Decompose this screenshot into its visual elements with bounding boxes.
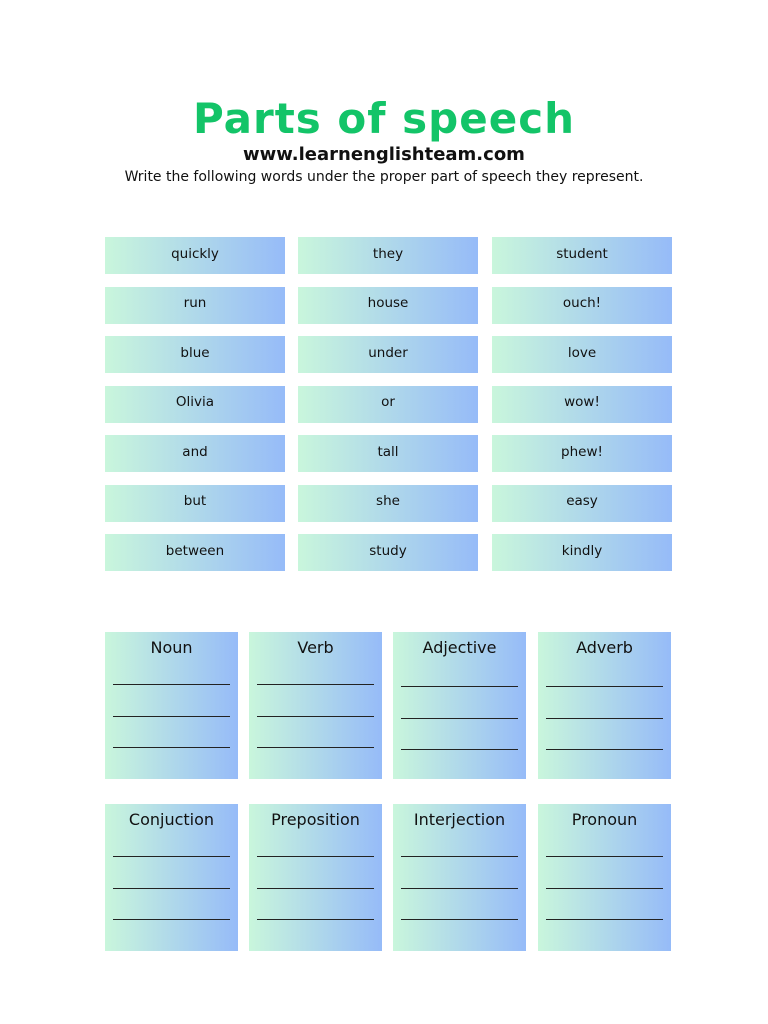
word-box: quickly <box>105 237 285 274</box>
category-box-adverb <box>538 632 671 779</box>
category-box-adjective <box>393 632 526 779</box>
category-title: Noun <box>150 638 193 657</box>
answer-line[interactable] <box>546 718 663 719</box>
answer-line[interactable] <box>546 749 663 750</box>
category-box-interjection <box>393 804 526 951</box>
category-box-conjunction <box>105 804 238 951</box>
word-box: and <box>105 435 285 472</box>
answer-line[interactable] <box>113 684 230 685</box>
answer-line[interactable] <box>113 747 230 748</box>
category-title: Verb <box>297 638 334 657</box>
category-box-preposition <box>249 804 382 951</box>
answer-line[interactable] <box>113 919 230 920</box>
answer-line[interactable] <box>257 716 374 717</box>
word-box: blue <box>105 336 285 373</box>
category-title: Preposition <box>271 810 360 829</box>
word-column-2 <box>298 237 478 584</box>
word-column-1 <box>105 237 285 584</box>
category-title: Adverb <box>576 638 633 657</box>
word-box: they <box>298 237 478 274</box>
category-title: Interjection <box>413 810 506 829</box>
answer-line[interactable] <box>401 856 518 857</box>
word-box: tall <box>298 435 478 472</box>
category-box-verb <box>249 632 382 779</box>
answer-line[interactable] <box>113 856 230 857</box>
word-column-3 <box>492 237 672 584</box>
answer-line[interactable] <box>546 919 663 920</box>
word-box: she <box>298 485 478 522</box>
site-url: www.learnenglishteam.com <box>243 144 525 165</box>
answer-line[interactable] <box>401 686 518 687</box>
answer-line[interactable] <box>401 749 518 750</box>
word-box: run <box>105 287 285 324</box>
category-box-pronoun <box>538 804 671 951</box>
word-box: love <box>492 336 672 373</box>
word-box: or <box>298 386 478 423</box>
category-title: Adjective <box>422 638 497 657</box>
category-box-noun <box>105 632 238 779</box>
word-box: kindly <box>492 534 672 571</box>
word-box: between <box>105 534 285 571</box>
answer-line[interactable] <box>401 888 518 889</box>
answer-line[interactable] <box>546 856 663 857</box>
answer-line[interactable] <box>546 888 663 889</box>
word-box: ouch! <box>492 287 672 324</box>
word-box: Olivia <box>105 386 285 423</box>
word-box: study <box>298 534 478 571</box>
answer-line[interactable] <box>113 716 230 717</box>
word-box: under <box>298 336 478 373</box>
answer-line[interactable] <box>257 747 374 748</box>
category-title: Conjuction <box>128 810 215 829</box>
word-box: but <box>105 485 285 522</box>
answer-line[interactable] <box>257 888 374 889</box>
word-box: easy <box>492 485 672 522</box>
answer-line[interactable] <box>113 888 230 889</box>
word-box: wow! <box>492 386 672 423</box>
instructions-text: Write the following words under the proper part of speech they represent. <box>124 169 644 185</box>
word-box: house <box>298 287 478 324</box>
word-box: student <box>492 237 672 274</box>
category-title: Pronoun <box>571 810 638 829</box>
answer-line[interactable] <box>257 856 374 857</box>
answer-line[interactable] <box>257 684 374 685</box>
answer-line[interactable] <box>257 919 374 920</box>
page-title: Parts of speech <box>193 94 575 143</box>
answer-line[interactable] <box>546 686 663 687</box>
answer-line[interactable] <box>401 919 518 920</box>
answer-line[interactable] <box>401 718 518 719</box>
word-box: phew! <box>492 435 672 472</box>
